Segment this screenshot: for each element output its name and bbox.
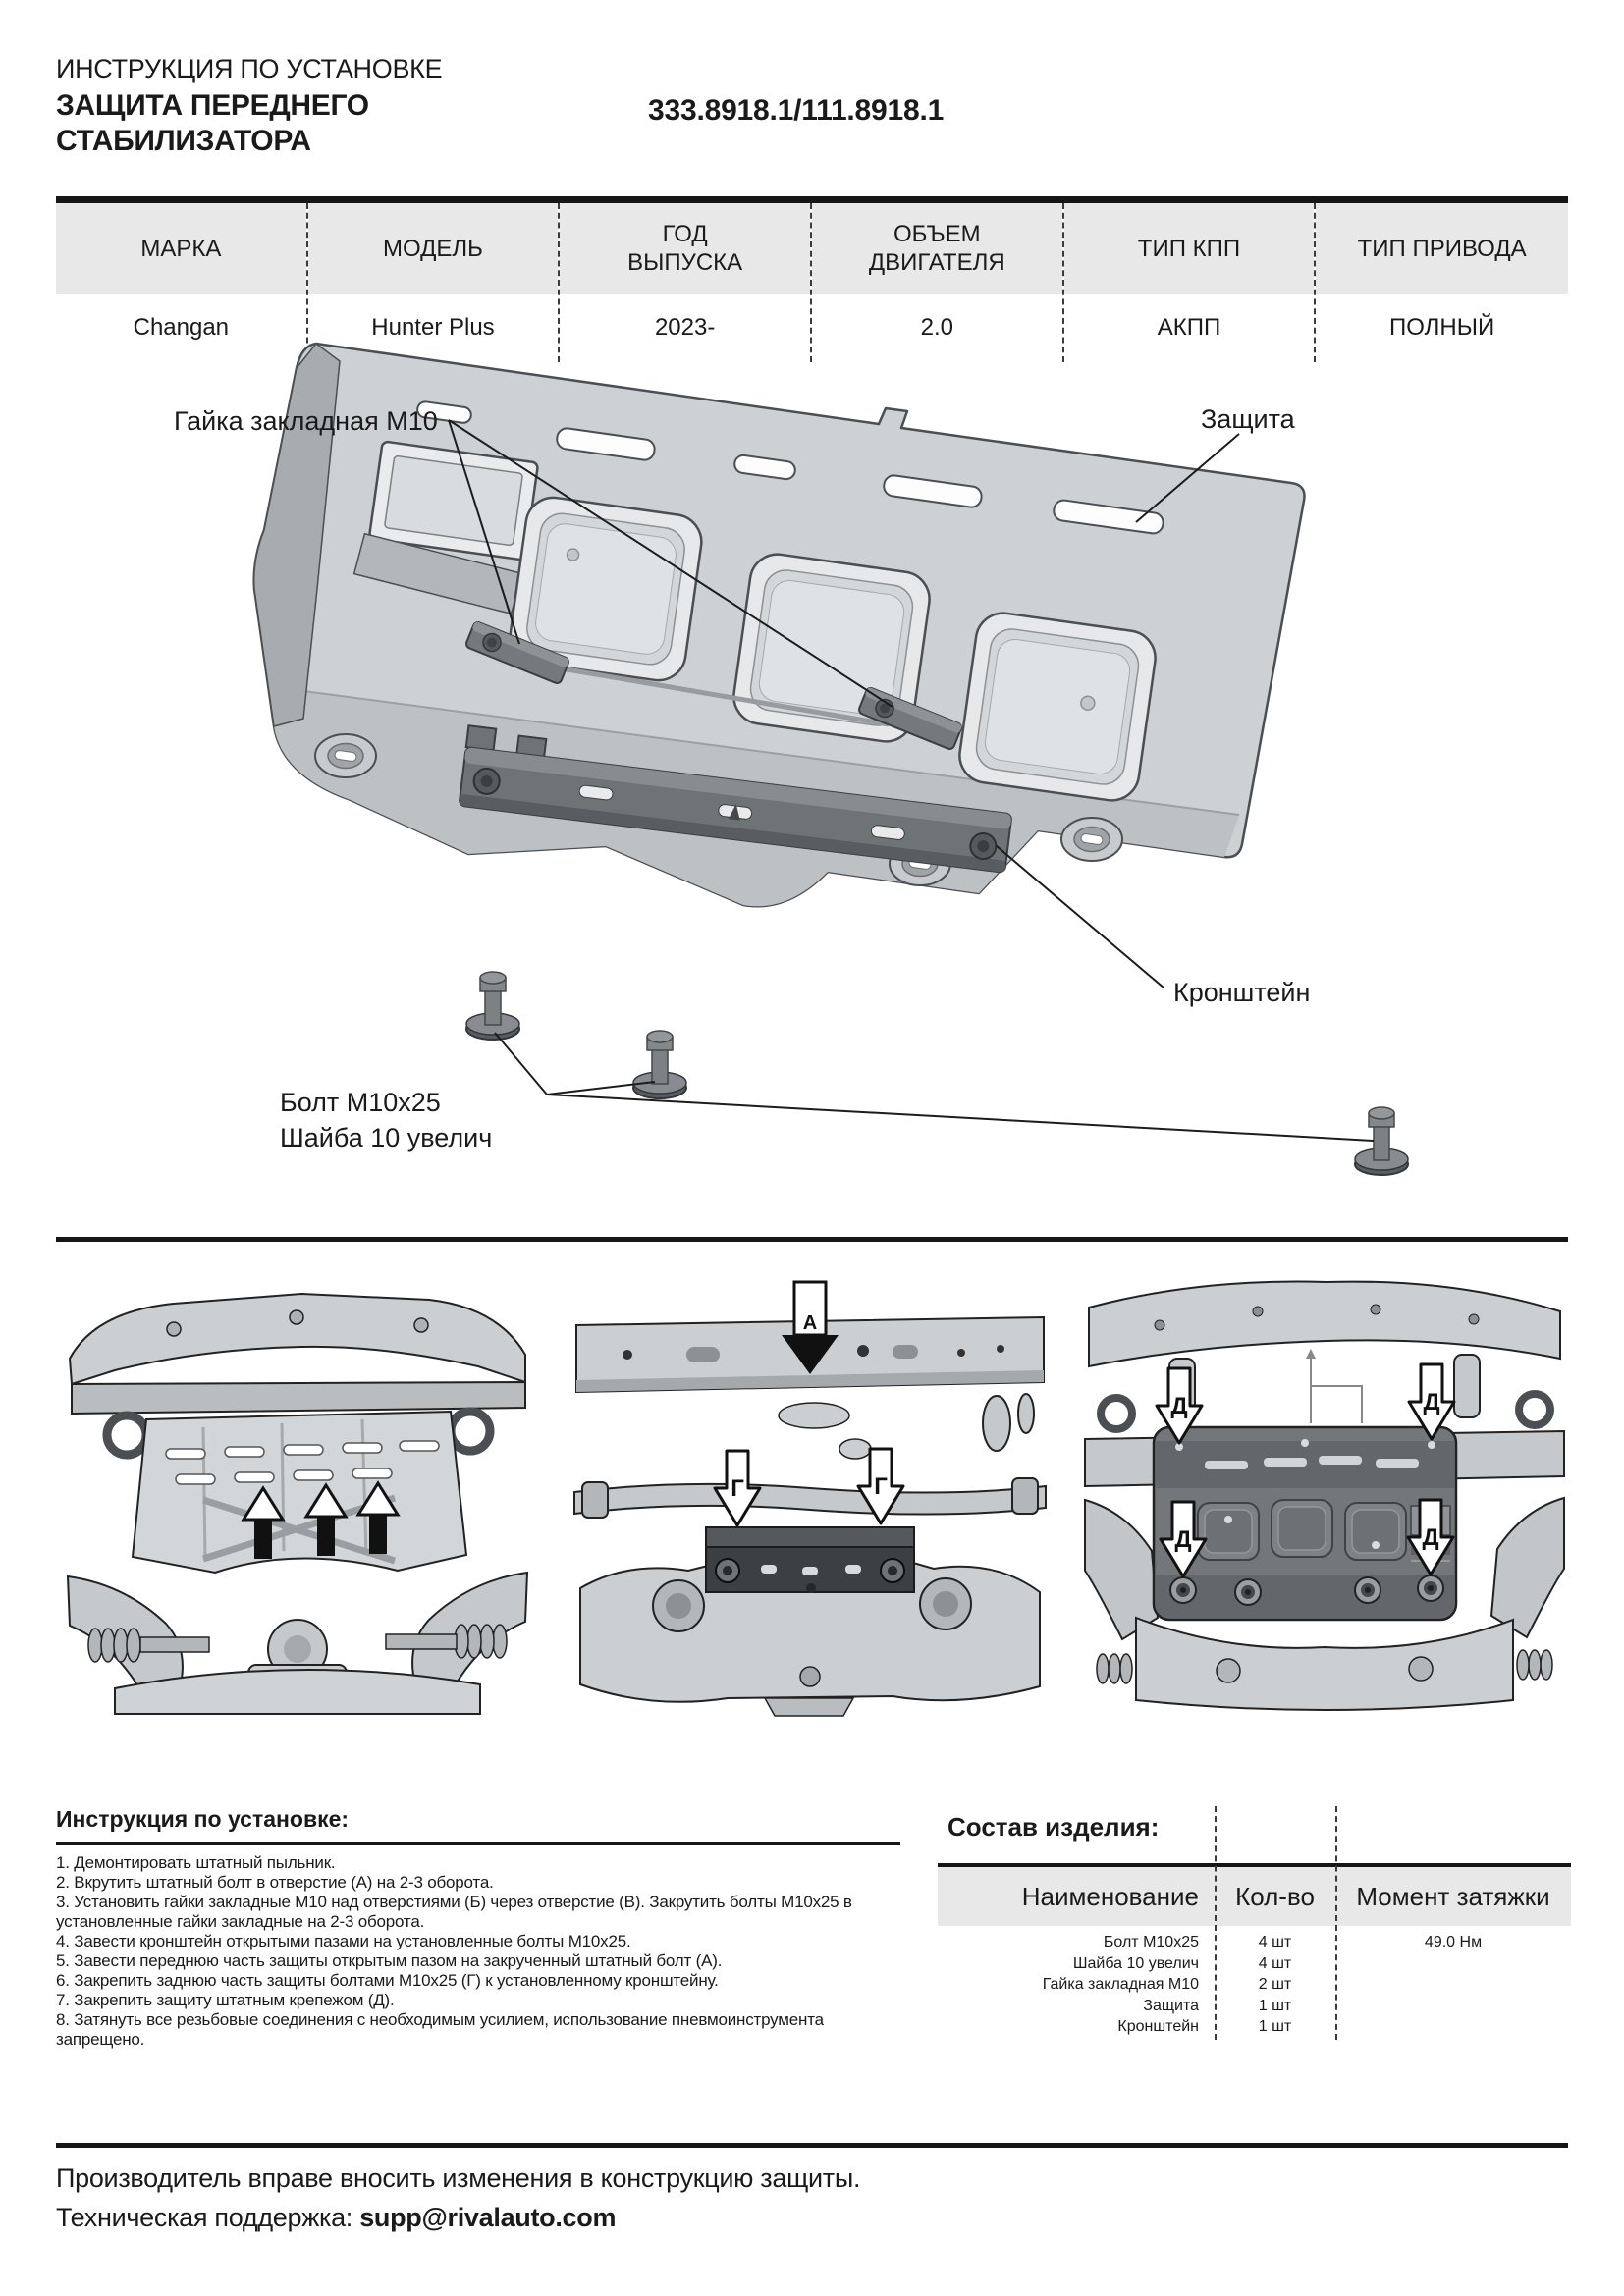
column-header: МАРКА [56,203,306,294]
svg-text:Д: Д [1174,1526,1192,1553]
section-divider [56,1237,1568,1242]
instruction-step: 7. Закрепить защиту штатным крепежом (Д). [56,1991,395,2009]
composition-column-separator [1215,1806,1217,2040]
product-title-line2: СТАБИЛИЗАТОРА [56,125,311,157]
svg-text:Д: Д [1170,1393,1188,1419]
footer-note: Производитель вправе вносить изменения в конструкцию защиты. [56,2163,861,2193]
instruction-step: 2. Вкрутить штатный болт в отверстие (А) на 2-3 оборота. [56,1873,494,1892]
doc-type-heading: ИНСТРУКЦИЯ ПО УСТАНОВКЕ [56,54,443,83]
cell-brand: Changan [133,314,230,341]
bolt-with-washer-2 [633,1031,686,1098]
label-embedded-nut: Гайка закладная М10 [174,406,438,436]
marker-g-left [715,1451,760,1525]
instruction-step: 8. Затянуть все резьбовые соединения с необходимым усилием, использование пневмоинструмента запрещено. [56,2010,824,2049]
column-header: ТИП КПП [1064,203,1315,294]
instructions-list [56,1853,886,2050]
instructions-divider [56,1842,900,1845]
exploded-diagram [56,265,1568,1207]
installed-shield [1136,1427,1513,1710]
part-number: 333.8918.1/111.8918.1 [648,94,945,127]
bolt-with-washer-1 [466,972,519,1040]
composition-col-qty: Кол-во [1235,1881,1315,1911]
composition-col-torque: Момент затяжки [1356,1881,1550,1911]
frame-sketch [574,1317,1046,1716]
support-label: Техническая поддержка: [56,2203,360,2232]
column-header: ГОД ВЫПУСКА [560,203,810,294]
bolt-with-washer-3 [1355,1107,1408,1175]
column-header: ОБЪЕМ ДВИГАТЕЛЯ [812,203,1062,294]
svg-text:Д: Д [1423,1389,1440,1415]
photo-front-underbody [56,1264,539,1718]
label-bolt-line2: Шайба 10 увелич [280,1123,493,1152]
instruction-step: 4. Завести кронштейн открытыми пазами на установленные болты М10х25. [56,1932,631,1950]
composition-row: Кронштейн 1 шт [1117,2018,1292,2035]
cell-drive: ПОЛНЫЙ [1388,314,1495,341]
composition-row: Шайба 10 увелич 4 шт [1072,1954,1292,1972]
instruction-step: 6. Закрепить заднюю часть защиты болтами М10х25 (Г) к установленному кронштейну. [56,1971,719,1990]
installed-bracket [706,1527,914,1593]
product-title-line1: ЗАЩИТА ПЕРЕДНЕГО [56,89,369,122]
cell-gearbox: АКПП [1157,314,1221,341]
instruction-step: 5. Завести переднюю часть защиты открытым пазом на закрученный штатный болт (А). [56,1951,723,1970]
cell-year: 2023- [654,314,716,341]
footer-support [56,2203,616,2233]
composition-row: Болт М10х25 4 шт 49.0 Нм [1103,1934,1483,1950]
instruction-step: 1. Демонтировать штатный пыльник. [56,1853,336,1872]
composition-row: Защита 1 шт [1143,1997,1292,2014]
composition-row: Гайка закладная М10 2 шт [1042,1976,1292,1993]
composition-header-row [938,1867,1571,1926]
photo-shield-installed [1081,1264,1568,1718]
composition-title: Состав изделия: [947,1812,1160,1842]
column-header: ТИП ПРИВОДА [1316,203,1568,294]
cell-model: Hunter Plus [371,314,495,341]
instructions-title: Инструкция по установке: [56,1806,350,1832]
product-title [56,88,369,159]
instruction-step: 3. Установить гайки закладные М10 над отверстиями (Б) через отверстие (В). Закрутить болты М10х25 в установленные гайки закладные на 2-3 оборота. [56,1893,852,1931]
footer-divider [56,2143,1568,2148]
underbody-sketch [68,1294,527,1714]
svg-text:Д: Д [1422,1524,1439,1551]
label-shield: Защита [1201,404,1295,434]
support-email: supp@rivalauto.com [359,2203,617,2232]
composition-rows [938,1932,1571,2038]
composition-column-separator [1335,1806,1337,2040]
composition-col-name: Наименование [1021,1881,1199,1911]
cutout-3 [956,610,1159,804]
label-bracket: Кронштейн [1173,978,1311,1007]
cell-engine: 2.0 [920,314,953,341]
svg-text:А: А [802,1312,818,1334]
svg-text:Г: Г [731,1475,744,1502]
photo-frame-bracket-installed [568,1264,1052,1718]
label-bolt-line1: Болт М10х25 [280,1088,441,1117]
svg-text:Г: Г [874,1473,888,1500]
column-header: МОДЕЛЬ [308,203,559,294]
